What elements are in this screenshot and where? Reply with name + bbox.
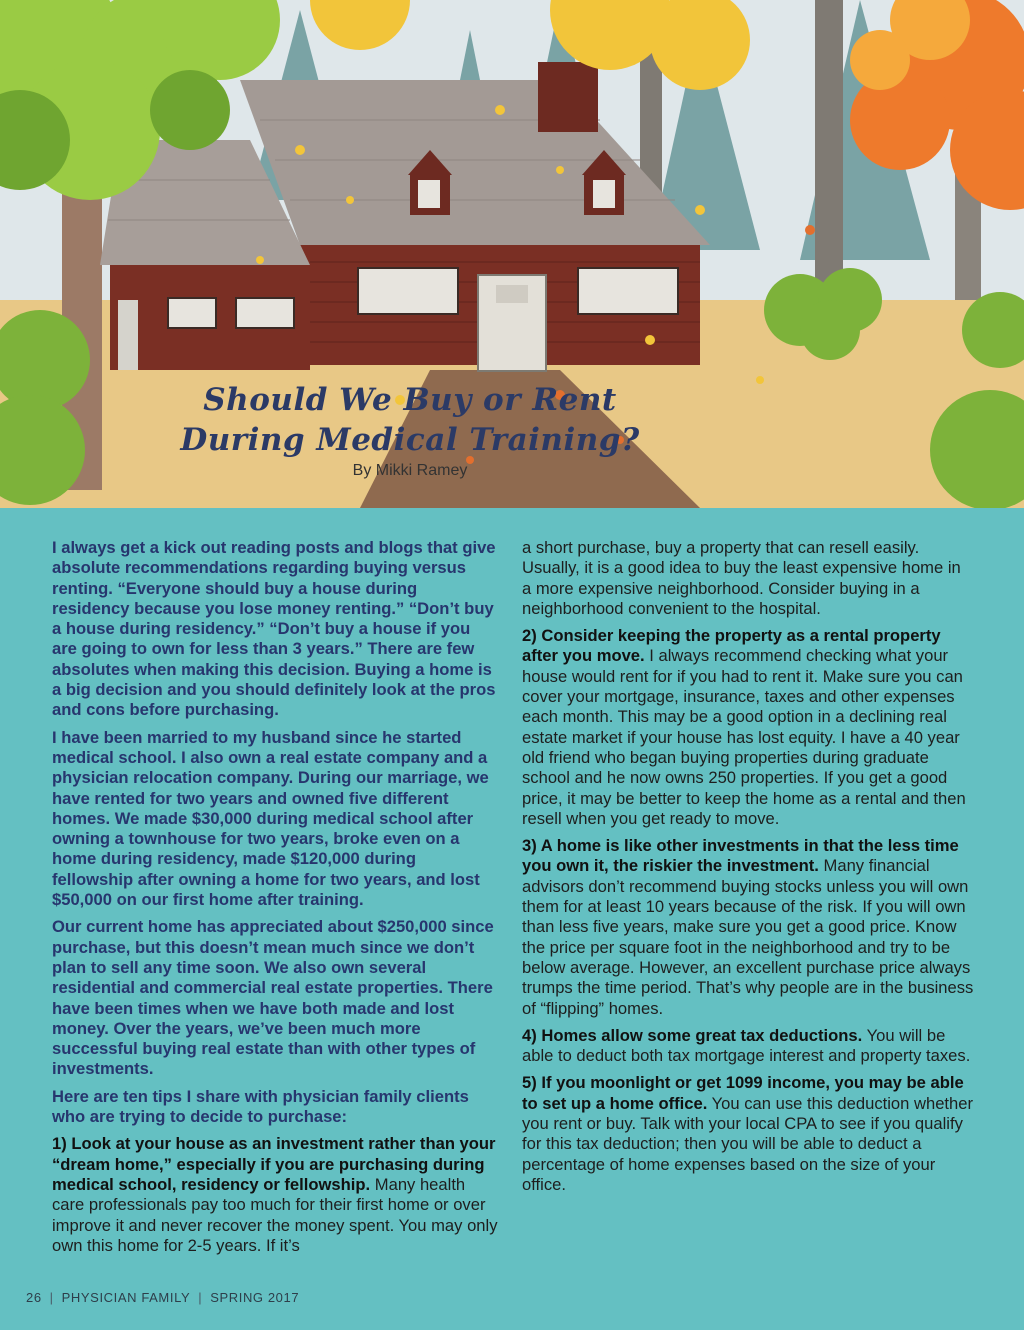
tip-5-heading: 5) If you moonlight or get 1099 income, you may be able to set up a home office. bbox=[522, 1073, 964, 1113]
tip-2-body: I always recommend checking what your house would rent for if you had to rent it. Make sure you can cover your mortgage, insurance, taxes and other expenses each month. This may be a good option in a declining real estate market if your house has lost equity. I have a 40 year old friend who began buying properties during graduate school and he now owns 250 properties. If you get a good price, it may be better to keep the home as a rental and then resell when you get ready to move. bbox=[522, 646, 966, 828]
tips-intro-paragraph: Here are ten tips I share with physician family clients who are trying to decide to purchase: bbox=[52, 1086, 469, 1127]
tip-2 bbox=[522, 626, 974, 829]
footer-separator: | bbox=[198, 1290, 203, 1305]
current-home-paragraph: Our current home has appreciated about $250,000 since purchase, but this doesn’t mean much since we don’t plan to sell any time soon. We also own several residential and commercial real estate properties. There have been times when we have both made and lost money. Over the years, we’ve been much more successful buying real estate than with other types of investments. bbox=[52, 917, 494, 1079]
article-title-block bbox=[140, 380, 680, 480]
tip-3-body: Many financial advisors don’t recommend buying stocks unless you will own them for at least 10 years because of the risk. If you will own than less five years, make sure you get a good price. Know the price per square foot in the neighborhood and try to be below average. However, an excellent purchase price always trumps the time period. That’s why people are in the business of “flipping” homes. bbox=[522, 856, 974, 1018]
background-paragraph: I have been married to my husband since he started medical school. I also own a real estate company and a physician relocation company. During our marriage, we have rented for two years and owned five different homes. We made $30,000 during medical school after owning a townhouse for two years, broke even on a home during residency, made $120,000 during fellowship after owning a home for two years, and lost $50,000 on our first home after training. bbox=[52, 727, 489, 910]
tip-1-continued: a short purchase, buy a property that can resell easily. Usually, it is a good idea to buy the least expensive home in a more expensive neighborhood. Consider buying in a neighborhood convenient to the hospital. bbox=[522, 538, 961, 618]
intro-paragraph: I always get a kick out reading posts and blogs that give absolute recommendations regarding buying versus renting. “Everyone should buy a house during residency because you lose money renting.” “Don’t buy a house during residency.” “Don’t buy a house if you are going to own for less than 3 years.” There are few absolutes when making this decision. Buying a home is a big decision and you should definitely look at the pros and cons before purchasing. bbox=[52, 538, 496, 720]
tip-4-heading: 4) Homes allow some great tax deductions. bbox=[522, 1025, 863, 1045]
footer-separator: | bbox=[49, 1290, 54, 1305]
page-footer bbox=[26, 1290, 299, 1305]
tip-4 bbox=[522, 1026, 974, 1067]
issue-label: SPRING 2017 bbox=[210, 1290, 300, 1305]
tip-1-body: Many health care professionals pay too much for their first home or over improve it and never recover the money spent. You may only own this home for 2-5 years. If it’s bbox=[52, 1174, 498, 1255]
tip-4-body: You will be able to deduct both tax mortgage interest and property taxes. bbox=[522, 1025, 971, 1066]
article-title-line-1: Should We Buy or Rent bbox=[203, 382, 617, 418]
tip-5 bbox=[522, 1073, 974, 1195]
tip-2-heading: 2) Consider keeping the property as a rental property after you move. bbox=[522, 626, 941, 666]
page-number: 26 bbox=[26, 1290, 42, 1305]
tip-1-heading: 1) Look at your house as an investment rather than your “dream home,” especially if you are purchasing during medical school, residency or fellowship. bbox=[52, 1134, 496, 1194]
byline: By Mikki Ramey bbox=[352, 462, 468, 479]
article-title-line-2: During Medical Training? bbox=[180, 422, 640, 458]
tip-3-heading: 3) A home is like other investments in that the less time you own it, the riskier the investment. bbox=[522, 836, 959, 876]
tip-5-body: You can use this deduction whether you rent or buy. Talk with your local CPA to see if you qualify for this tax deduction; then you will be able to deduct a percentage of home expenses based on the size of your office. bbox=[522, 1093, 974, 1194]
tip-1 bbox=[52, 1134, 498, 1256]
magazine-name: PHYSICIAN FAMILY bbox=[61, 1290, 191, 1305]
right-column bbox=[522, 538, 974, 1202]
left-column bbox=[52, 538, 498, 1263]
tip-3 bbox=[522, 836, 974, 1019]
